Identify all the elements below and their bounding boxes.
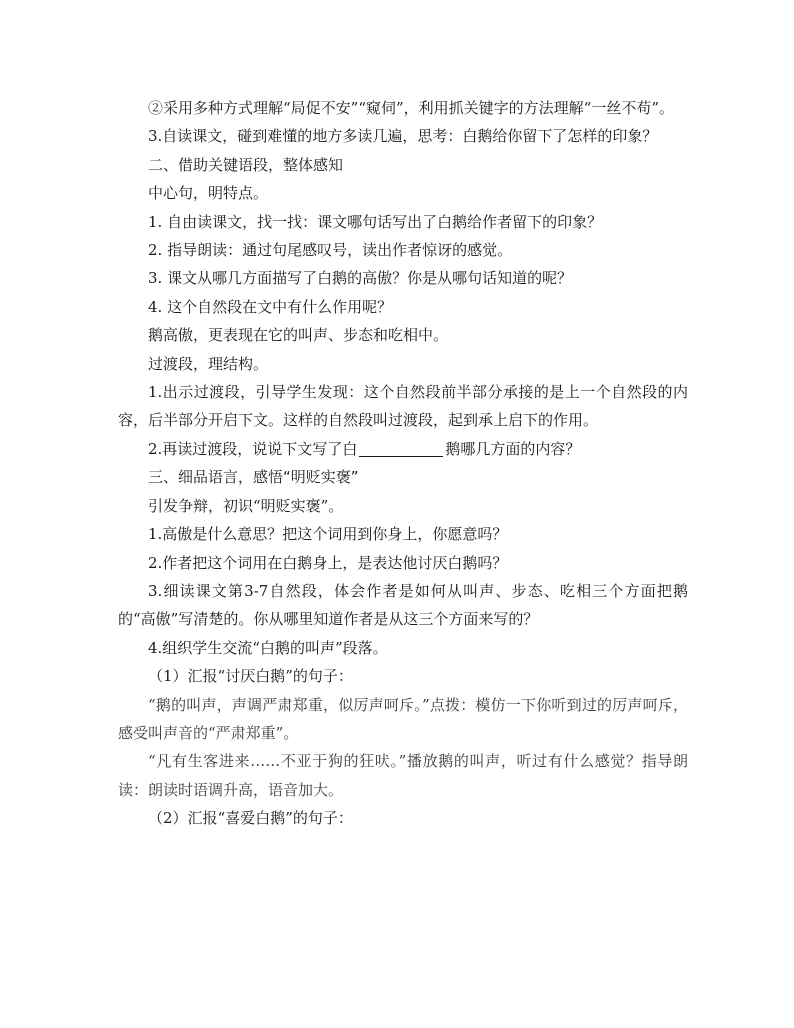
paragraph-goose-proud: 鹅高傲，更表现在它的叫声、步态和吃相中。 [148, 326, 449, 345]
blank-text-before: 2.再读过渡段，说说下文写了白 [148, 439, 358, 458]
paragraph-step-4: 4. 这个自然段在文中有什么作用呢？ [148, 297, 393, 316]
paragraph-question-4: 4.组织学生交流“白鹅的叫声”段落。 [148, 638, 388, 657]
paragraph-debate: 引发争辩，初识“明贬实褒”。 [148, 496, 344, 515]
paragraph-understand-words: ②采用多种方式理解“局促不安”“窥伺”，利用抓关键字的方法理解“一丝不苟”。 [148, 99, 675, 117]
paragraph-step-2: 2. 指导朗读：通过句尾感叹号，读出作者惊讶的感觉。 [148, 241, 513, 260]
fill-in-blank [359, 440, 443, 457]
paragraph-self-read: 3.自读课文，碰到难懂的地方多读几遍，思考：白鹅给你留下了怎样的印象？ [148, 127, 658, 146]
paragraph-central-sentence: 中心句，明特点。 [148, 184, 269, 203]
section-heading-3: 三、细品语言，感悟“明贬实褒” [148, 468, 359, 487]
document-body [118, 94, 688, 833]
paragraph-quote-call: “鹅的叫声，声调严肃郑重，似厉声呵斥。”点拨：模仿一下你听到过的厉声呵斥，感受叫声音的“严肃郑重”。 [118, 695, 688, 742]
paragraph-question-2: 2.作者把这个词用在白鹅身上，是表达他讨厌白鹅吗？ [148, 553, 508, 572]
paragraph-report-dislike: （1）汇报“讨厌白鹅”的句子： [148, 667, 353, 686]
paragraph-transition-step-2 [118, 435, 688, 463]
blank-text-after: 鹅哪几方面的内容？ [445, 439, 581, 458]
paragraph-step-3: 3. 课文从哪几方面描写了白鹅的高傲？你是从哪句话知道的呢？ [148, 269, 573, 288]
section-heading-2: 二、借助关键语段，整体感知 [148, 155, 344, 174]
paragraph-transition-step-1: 1.出示过渡段，引导学生发现：这个自然段前半部分承接的是上一个自然段的内容，后半部分开启下文。这样的自然段叫过渡段，起到承上启下的作用。 [118, 383, 688, 430]
paragraph-report-like: （2）汇报“喜爱白鹅”的句子： [148, 809, 353, 828]
paragraph-quote-guest: “凡有生客进来……不亚于狗的狂吠。”播放鹅的叫声，听过有什么感觉？指导朗读：朗读时语调升高，语音加大。 [118, 752, 688, 799]
paragraph-question-1: 1.高傲是什么意思？把这个词用到你身上，你愿意吗？ [148, 525, 508, 544]
paragraph-transition: 过渡段，理结构。 [148, 354, 269, 373]
paragraph-question-3: 3.细读课文第3-7自然段，体会作者是如何从叫声、步态、吃相三个方面把鹅的“高傲”写清楚的。你从哪里知道作者是从这三个方面来写的？ [118, 581, 688, 629]
paragraph-step-1: 1. 自由读课文，找一找：课文哪句话写出了白鹅给作者留下的印象？ [148, 212, 603, 231]
